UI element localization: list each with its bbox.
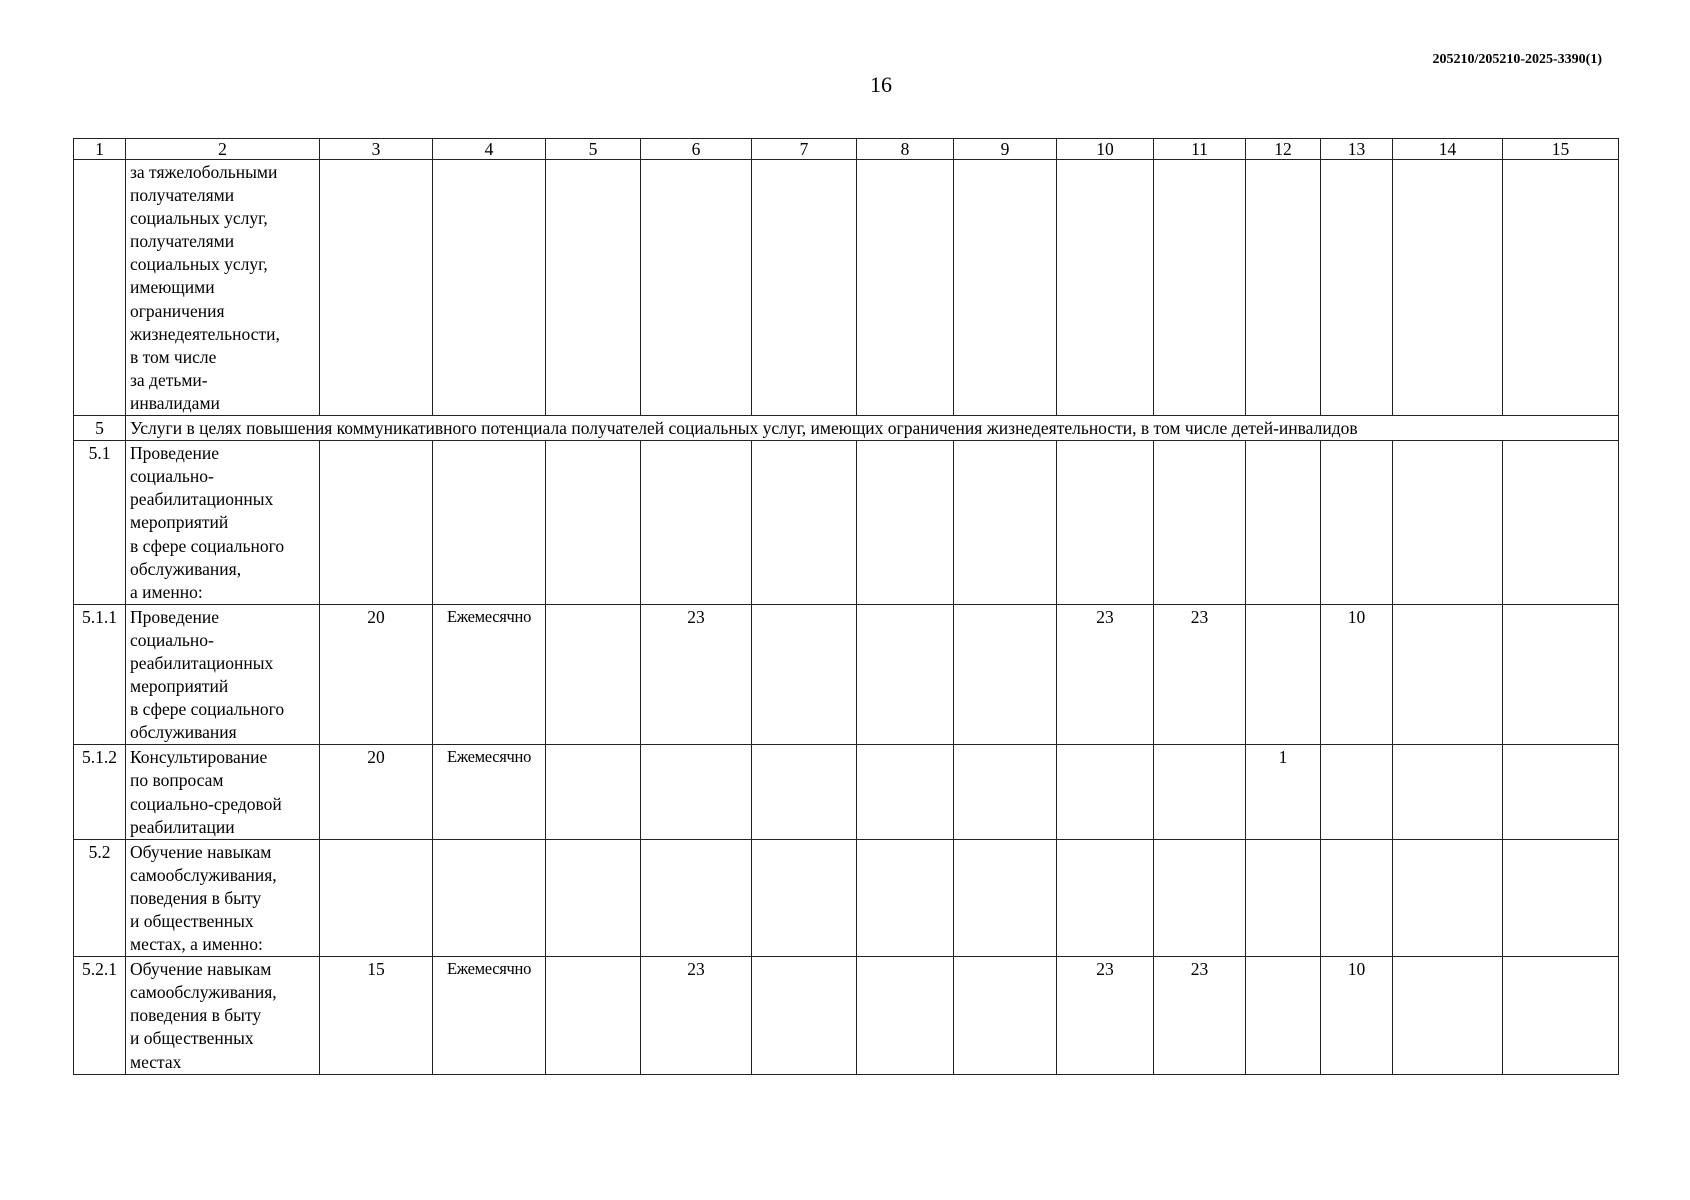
cell-col6: 23 xyxy=(641,957,752,1074)
service-name xyxy=(126,160,320,416)
cell-col14 xyxy=(1393,839,1503,956)
cell-col3: 15 xyxy=(320,957,433,1074)
name-line: самообслуживания, xyxy=(130,864,277,885)
name-line: поведения в быту xyxy=(130,1005,262,1026)
document-id: 205210/205210-2025-3390(1) xyxy=(1432,52,1602,67)
column-header: 5 xyxy=(546,139,641,160)
section-row xyxy=(74,416,1619,441)
empty-cell xyxy=(546,160,641,416)
cell-col12 xyxy=(1246,957,1321,1074)
cell-col13 xyxy=(1321,441,1393,605)
name-line: получателями xyxy=(130,185,235,206)
name-line: в сфере социального xyxy=(130,535,285,556)
cell-col9 xyxy=(954,839,1057,956)
name-line: в том числе xyxy=(130,346,217,367)
cell-col10 xyxy=(1057,839,1154,956)
column-header: 10 xyxy=(1057,139,1154,160)
empty-cell xyxy=(641,160,752,416)
name-line: самообслуживания, xyxy=(130,982,277,1003)
name-line: социальных услуг, xyxy=(130,254,268,275)
cell-col12 xyxy=(1246,839,1321,956)
cell-col11 xyxy=(1154,839,1246,956)
name-line: а именно: xyxy=(130,581,203,602)
cell-frequency xyxy=(433,839,546,956)
cell-col6 xyxy=(641,839,752,956)
empty-cell xyxy=(1057,160,1154,416)
cell-col12: 1 xyxy=(1246,745,1321,839)
cell-col15 xyxy=(1503,839,1619,956)
cell-col8 xyxy=(857,839,954,956)
cell-col9 xyxy=(954,604,1057,745)
empty-cell xyxy=(1321,160,1393,416)
cell-col15 xyxy=(1503,441,1619,605)
name-line: Обучение навыкам xyxy=(130,841,272,862)
name-line: в сфере социального xyxy=(130,699,285,720)
cell-col7 xyxy=(752,957,857,1074)
name-line: Проведение xyxy=(130,443,220,464)
cell-col15 xyxy=(1503,745,1619,839)
section-title: Услуги в целях повышения коммуникативного потенциала получателей социальных услуг, имеющих ограничения жизнедеятельности, в том числе детей-инвалидов xyxy=(126,416,1619,441)
cell-col15 xyxy=(1503,604,1619,745)
cell-col10 xyxy=(1057,745,1154,839)
cell-col7 xyxy=(752,745,857,839)
cell-col8 xyxy=(857,745,954,839)
cell-col14 xyxy=(1393,745,1503,839)
column-header: 15 xyxy=(1503,139,1619,160)
name-line: местах, а именно: xyxy=(130,934,263,955)
cell-col5 xyxy=(546,839,641,956)
name-line: Обучение навыкам xyxy=(130,959,272,980)
column-header: 13 xyxy=(1321,139,1393,160)
name-line: реабилитационных xyxy=(130,652,274,673)
cell-col5 xyxy=(546,604,641,745)
row-number xyxy=(74,160,126,416)
cell-col11 xyxy=(1154,441,1246,605)
empty-cell xyxy=(1246,160,1321,416)
cell-col6 xyxy=(641,441,752,605)
cell-col13: 10 xyxy=(1321,957,1393,1074)
empty-cell xyxy=(433,160,546,416)
column-header: 2 xyxy=(126,139,320,160)
column-header: 7 xyxy=(752,139,857,160)
cell-col10 xyxy=(1057,441,1154,605)
cell-col15 xyxy=(1503,957,1619,1074)
column-header: 8 xyxy=(857,139,954,160)
cell-col8 xyxy=(857,957,954,1074)
cell-col6: 23 xyxy=(641,604,752,745)
table-row xyxy=(74,745,1619,839)
cell-col13 xyxy=(1321,839,1393,956)
name-line: жизнедеятельности, xyxy=(130,323,280,344)
row-number: 5.2 xyxy=(74,839,126,956)
column-number-row xyxy=(74,139,1619,160)
name-line: обслуживания xyxy=(130,722,237,743)
cell-frequency: Ежемесячно xyxy=(433,745,546,839)
empty-cell xyxy=(1393,160,1503,416)
cell-col12 xyxy=(1246,441,1321,605)
column-header: 14 xyxy=(1393,139,1503,160)
cell-col11: 23 xyxy=(1154,604,1246,745)
name-line: мероприятий xyxy=(130,512,229,533)
service-name xyxy=(126,745,320,839)
table-row xyxy=(74,604,1619,745)
name-line: Консультирование xyxy=(130,747,268,768)
name-line: обслуживания, xyxy=(130,558,242,579)
cell-col3: 20 xyxy=(320,745,433,839)
cell-col7 xyxy=(752,441,857,605)
name-line: реабилитационных xyxy=(130,489,274,510)
column-header: 9 xyxy=(954,139,1057,160)
services-table xyxy=(73,138,1619,1075)
service-name xyxy=(126,441,320,605)
name-line: поведения в быту xyxy=(130,887,262,908)
cell-col8 xyxy=(857,604,954,745)
cell-col14 xyxy=(1393,441,1503,605)
column-header: 4 xyxy=(433,139,546,160)
empty-cell xyxy=(1503,160,1619,416)
cell-col9 xyxy=(954,745,1057,839)
cell-col13 xyxy=(1321,745,1393,839)
table-row xyxy=(74,441,1619,605)
name-line: Проведение xyxy=(130,606,220,627)
service-name xyxy=(126,957,320,1074)
column-header: 11 xyxy=(1154,139,1246,160)
cell-col3 xyxy=(320,441,433,605)
name-line: по вопросам xyxy=(130,770,224,791)
cell-col3 xyxy=(320,839,433,956)
service-name xyxy=(126,604,320,745)
cell-frequency xyxy=(433,441,546,605)
name-line: за детьми- xyxy=(130,369,208,390)
table-row xyxy=(74,957,1619,1074)
name-line: мероприятий xyxy=(130,676,229,697)
column-header: 1 xyxy=(74,139,126,160)
cell-col5 xyxy=(546,441,641,605)
cell-col7 xyxy=(752,604,857,745)
name-line: инвалидами xyxy=(130,392,220,413)
cell-col14 xyxy=(1393,957,1503,1074)
empty-cell xyxy=(1154,160,1246,416)
cell-col12 xyxy=(1246,604,1321,745)
name-line: и общественных xyxy=(130,911,254,931)
column-header: 3 xyxy=(320,139,433,160)
cell-col3: 20 xyxy=(320,604,433,745)
table-row xyxy=(74,839,1619,956)
cell-col7 xyxy=(752,839,857,956)
empty-cell xyxy=(954,160,1057,416)
cell-col11 xyxy=(1154,745,1246,839)
cell-col10: 23 xyxy=(1057,957,1154,1074)
column-header: 12 xyxy=(1246,139,1321,160)
cell-col10: 23 xyxy=(1057,604,1154,745)
name-line: ограничения xyxy=(130,300,225,321)
cell-col6 xyxy=(641,745,752,839)
section-number: 5 xyxy=(74,416,126,441)
cell-col9 xyxy=(954,441,1057,605)
page-number: 16 xyxy=(870,72,892,97)
name-line: социально- xyxy=(130,629,214,650)
cell-col8 xyxy=(857,441,954,605)
name-line: имеющими xyxy=(130,277,215,298)
row-number: 5.1.1 xyxy=(74,604,126,745)
cell-frequency: Ежемесячно xyxy=(433,957,546,1074)
empty-cell xyxy=(752,160,857,416)
name-line: местах xyxy=(130,1051,182,1072)
row-number: 5.1 xyxy=(74,441,126,605)
cell-frequency: Ежемесячно xyxy=(433,604,546,745)
name-line: реабилитации xyxy=(130,816,235,837)
cell-col5 xyxy=(546,957,641,1074)
cell-col9 xyxy=(954,957,1057,1074)
empty-cell xyxy=(320,160,433,416)
cell-col13: 10 xyxy=(1321,604,1393,745)
cell-col14 xyxy=(1393,604,1503,745)
cell-col5 xyxy=(546,745,641,839)
name-line: за тяжелобольными xyxy=(130,162,278,182)
name-line: социально-средовой xyxy=(130,793,282,814)
continuation-row xyxy=(74,160,1619,416)
name-line: социальных услуг, xyxy=(130,208,268,229)
column-header: 6 xyxy=(641,139,752,160)
row-number: 5.2.1 xyxy=(74,957,126,1074)
name-line: получателями xyxy=(130,231,235,252)
name-line: и общественных xyxy=(130,1028,254,1049)
name-line: социально- xyxy=(130,466,214,487)
empty-cell xyxy=(857,160,954,416)
row-number: 5.1.2 xyxy=(74,745,126,839)
cell-col11: 23 xyxy=(1154,957,1246,1074)
service-name xyxy=(126,839,320,956)
